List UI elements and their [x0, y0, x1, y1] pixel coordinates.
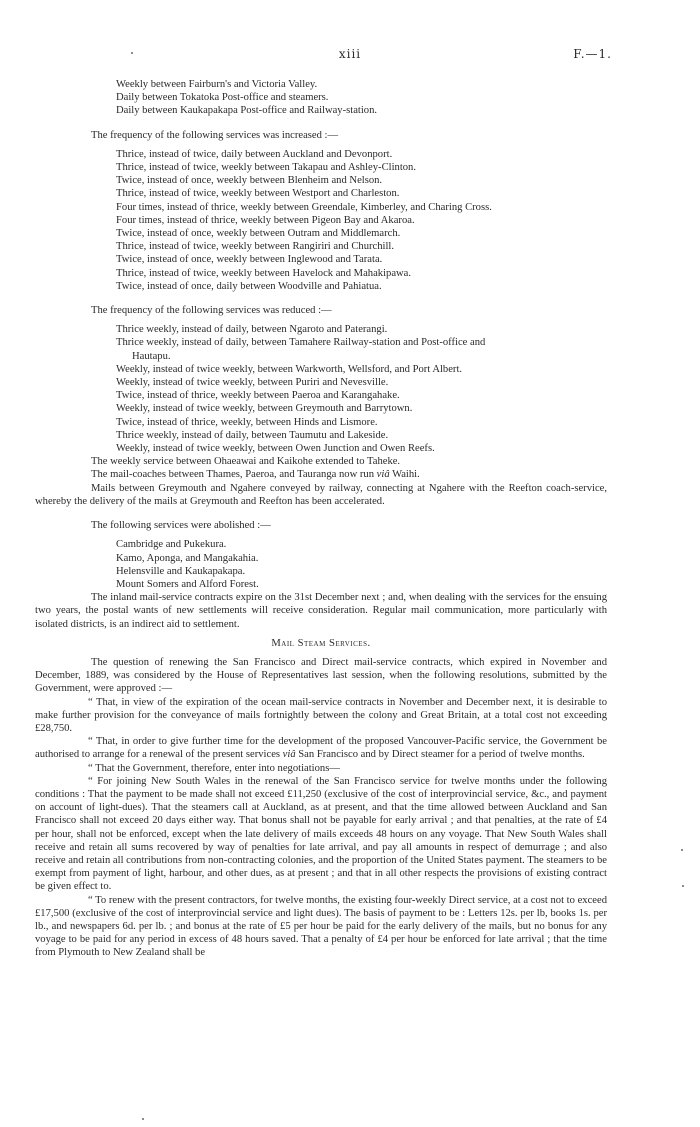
scan-speck: [142, 1118, 144, 1120]
resolution-paragraph: “ For joining New South Wales in the renewal of the San Francisco service for twelve months under the following conditions : That the payment to be made shall not exceed £11,250 (exclusive of the cost of interprovincial service, &c., and payment on account of light-dues). That the steamers call at Auckland, as at present, and that the time allowed between Auckland and San Francisco shall not exceed 20 days either way. That bonus shall not be payable for early arrival ; and that penalties, at the rate of £4 per hour, shall not be enforced, except when the late delivery of mails exceeds 48 hours on any voyage. That New South Wales shall receive and retain all sums recovered by way of penalties for late arrival, and pay all amounts in respect of demurrage ; and also receive and retain all contributions from non-contracting colonies, and the proportion of the United States payment. The steamers to be exempt from payment of light, harbour, and other dues, as at present ; and that in all other respects the provisions of existing contract be given effect to.: [35, 775, 607, 893]
abolished-lead: The following services were abolished :—: [91, 520, 271, 532]
list-item: Twice, instead of thrice, weekly, between Hinds and Lismore.: [116, 416, 378, 428]
resolution-text: San Francisco and by Direct steamer for a period of twelve months.: [295, 749, 585, 761]
list-item: Thrice weekly, instead of daily, between Ngaroto and Paterangi.: [116, 324, 388, 336]
increased-lead: The frequency of the following services was increased :—: [91, 129, 339, 141]
list-item: Weekly, instead of twice weekly, between Puriri and Nevesville.: [116, 377, 389, 389]
note-greymouth: Mails between Greymouth and Ngahere conveyed by railway, connecting at Ngahere with the Reefton coach-service, whereby the delivery of the mails at Greymouth and Reefton has been accelerated.: [35, 482, 607, 507]
list-item: Weekly, instead of twice weekly, between Owen Junction and Owen Reefs.: [116, 443, 435, 455]
list-item: Weekly between Fairburn's and Victoria Valley.: [116, 79, 318, 90]
list-item: Thrice, instead of twice, weekly between Takapau and Ashley-Clinton.: [116, 162, 417, 174]
list-item: Helensville and Kaukapakapa.: [116, 565, 246, 577]
list-item: [35, 336, 607, 362]
resolution-paragraph: “ To renew with the present contractors, for twelve months, the existing four-weekly Direct service, at a cost not to exceed £17,500 (exclusive of the cost of interprovincial service and light dues). The basis of payment to be : Letters 12s. per lb, books 1s. per lb., and newspapers 6d. per lb. ; and bonus at the rate of £5 per hour be paid for the early delivery of the mails, but no bonus for any voyage to be paid for any period in excess of 48 hours saved. That a penalty of £4 per hour be enforced for late arrival ; that the time from Plymouth to New Zealand shall be: [35, 894, 607, 959]
list-item-continuation: Hautapu.: [132, 350, 171, 362]
document-reference: F.—1.: [573, 47, 612, 61]
resolution-via: viâ: [282, 749, 296, 761]
note-text: Waihi.: [389, 469, 420, 481]
list-item: Thrice, instead of twice, weekly between Havelock and Mahakipawa.: [116, 267, 412, 279]
note-via: viâ: [376, 469, 390, 481]
list-item: Thrice weekly, instead of daily, between Taumutu and Lakeside.: [116, 429, 389, 441]
list-item: Twice, instead of once, daily between Woodville and Pahiatua.: [116, 280, 382, 292]
page-number: xiii: [338, 47, 362, 61]
list-item: Four times, instead of thrice, weekly between Pigeon Bay and Akaroa.: [116, 214, 415, 226]
note-ohaeawai: The weekly service between Ohaeawai and Kaikohe extended to Taheke.: [91, 456, 401, 468]
steam-paragraph: The question of renewing the San Francisco and Direct mail-service contracts, which expired in November and December, 1889, was considered by the House of Representatives last session, when the following resolutions, submitted by the Government, were approved :—: [35, 656, 607, 695]
inland-contracts-paragraph: The inland mail-service contracts expire on the 31st December next ; and, when dealing with the services for the ensuing two years, the postal wants of new settlements will receive consideration. Regular mail communication, more particularly with isolated districts, is an indirect aid to settlement.: [35, 592, 607, 630]
resolution-paragraph: “ That, in view of the expiration of the ocean mail-service contracts in November and December next, it is desirable to make further provision for the conveyance of mails fortnightly between the colony and Great Britain, at a total cost not exceeding £28,750.: [35, 696, 607, 734]
list-item: Thrice, instead of twice, daily between Auckland and Devonport.: [116, 148, 393, 160]
scan-speck: [131, 52, 133, 54]
list-item: Twice, instead of thrice, weekly between Paeroa and Karangahake.: [116, 390, 400, 402]
list-item: Four times, instead of thrice, weekly between Greendale, Kimberley, and Charing Cross.: [116, 201, 492, 213]
note-mail-coaches: [35, 468, 607, 481]
list-item: Daily between Tokatoka Post-office and steamers.: [116, 92, 329, 104]
list-item: Weekly, instead of twice weekly, between Warkworth, Wellsford, and Port Albert.: [116, 363, 463, 375]
list-item-text: Thrice weekly, instead of daily, between Tamahere Railway-station and Post-office and: [116, 337, 486, 349]
resolution-paragraph: “ That the Government, therefore, enter into negotiations—: [88, 762, 340, 774]
list-item: Twice, instead of once, weekly between Outram and Middlemarch.: [116, 228, 401, 240]
reduced-lead: The frequency of the following services was reduced :—: [91, 305, 332, 317]
list-item: Daily between Kaukapakapa Post-office and Railway-station.: [116, 105, 378, 117]
note-text: The mail-coaches between Thames, Paeroa, and Tauranga now run: [91, 469, 377, 481]
scan-speck: [682, 885, 684, 887]
list-item: Twice, instead of once, weekly between Inglewood and Tarata.: [116, 254, 383, 266]
list-item: Mount Somers and Alford Forest.: [116, 578, 259, 590]
page-body: [35, 78, 607, 960]
list-item: Thrice, instead of twice, weekly between Westport and Charleston.: [116, 188, 400, 200]
list-item: Twice, instead of once, weekly between Blenheim and Nelson.: [116, 175, 383, 187]
list-item: Thrice, instead of twice, weekly between Rangiriri and Churchill.: [116, 241, 394, 253]
section-heading: Mail Steam Services.: [271, 637, 371, 649]
scan-speck: [681, 849, 683, 851]
list-item: Weekly, instead of twice weekly, between Greymouth and Barrytown.: [116, 403, 413, 415]
resolution-text: “ That, in order to give further time for the development of the proposed Vancouver-Pacific service, the Government be authorised to arrange for a renewal of the present services: [35, 736, 607, 761]
resolution-paragraph: [35, 735, 607, 761]
list-item: Cambridge and Pukekura.: [116, 539, 227, 551]
list-item: Kamo, Aponga, and Mangakahia.: [116, 552, 259, 564]
